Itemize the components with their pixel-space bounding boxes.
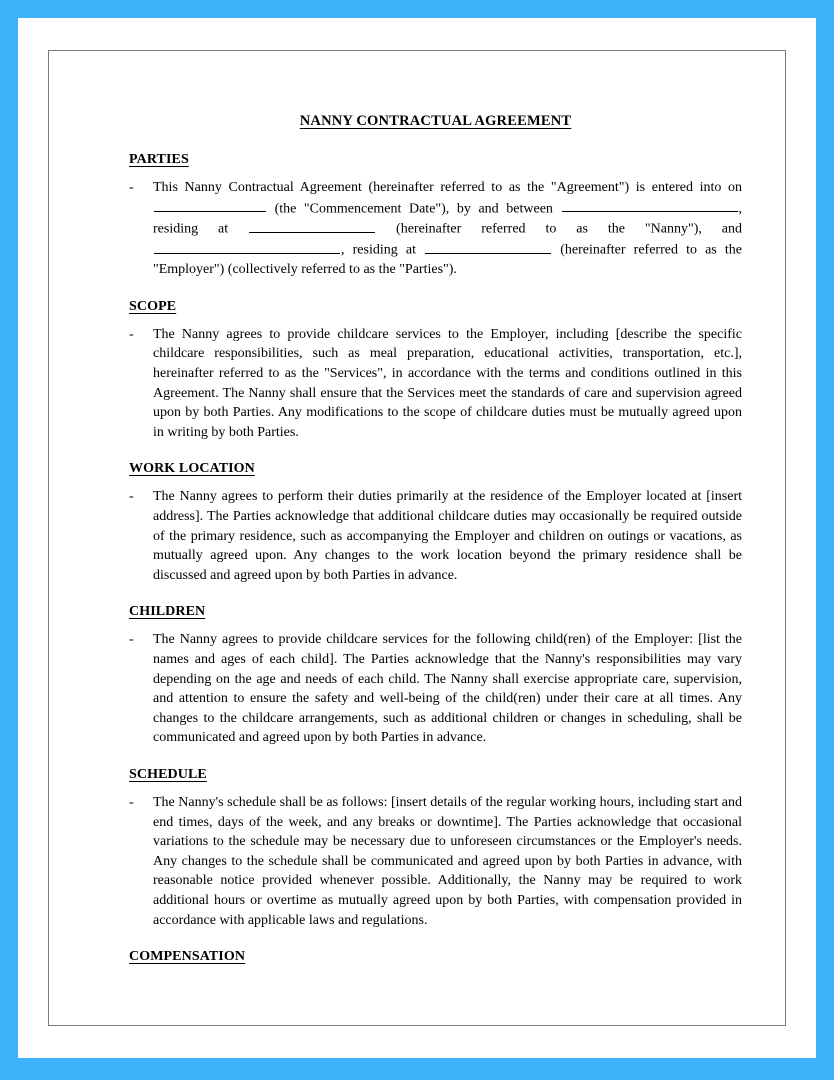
section-parties [129, 152, 742, 280]
section-heading-schedule: SCHEDULE [129, 766, 207, 782]
parties-text-part-6: (hereinafter referred to as the "Employer") (collectively referred to as the "Parties"). [153, 242, 742, 278]
clause-text-parties [153, 178, 742, 280]
section-scope [129, 299, 742, 443]
section-heading-compensation: COMPENSATION [129, 949, 246, 965]
parties-text-part-3: , residing at [153, 200, 742, 237]
clause-schedule [129, 793, 742, 930]
parties-text-part-5: , residing at [341, 242, 425, 258]
blank-commencement-date[interactable] [154, 198, 266, 212]
section-heading-scope: SCOPE [129, 298, 177, 314]
clause-marker: - [129, 180, 134, 195]
clause-text-work-location: The Nanny agrees to perform their duties primarily at the residence of the Employer located at [insert address]. The Parties acknowledge that additional childcare duties may occasionally be required outside of the primary residence, such as accompanying the Employer and children on outings or vacations, as mutually agreed upon. Any changes to the work location beyond the primary residence shall be discussed and agreed upon by both Parties in advance. [153, 489, 742, 583]
blank-nanny-name[interactable] [562, 198, 738, 212]
parties-text-part-2: (the "Commencement Date"), by and between [267, 200, 561, 216]
blank-employer-address[interactable] [425, 239, 551, 253]
section-schedule [129, 767, 742, 930]
clause-scope [129, 325, 742, 443]
document-content [129, 113, 742, 975]
clause-text-schedule: The Nanny's schedule shall be as follows: [insert details of the regular working hours, including start and end times, days of the week, and any breaks or downtime]. The Parties acknowledge that occasional variations to the schedule may be necessary due to unforeseen circumstances or the Employer's needs. Any changes to the schedule shall be communicated and agreed upon by both Parties in advance, with reasonable notice provided whenever possible. Additionally, the Nanny may be required to work additional hours or overtime as mutually agreed upon by both Parties, with compensation provided in accordance with applicable laws and regulations. [153, 794, 742, 928]
section-heading-children: CHILDREN [129, 604, 206, 620]
blank-employer-name[interactable] [154, 239, 340, 253]
document-border [48, 50, 786, 1026]
clause-marker: - [129, 326, 134, 342]
page-backdrop [18, 18, 816, 1058]
parties-text-part-1: This Nanny Contractual Agreement (hereinafter referred to as the "Agreement") is entered into on [153, 180, 742, 195]
clause-marker: - [129, 489, 134, 505]
clause-text-scope: The Nanny agrees to provide childcare services to the Employer, including [describe the specific childcare responsibilities, such as meal preparation, educational activities, transportation, etc.], hereinafter referred to as the "Services", in accordance with the terms and conditions outlined in this Agreement. The Nanny shall ensure that the Services meet the standards of care and supervision agreed upon by both Parties. Any modifications to the scope of childcare duties must be mutually agreed upon in writing by both Parties. [153, 326, 742, 440]
page-title: NANNY CONTRACTUAL AGREEMENT [299, 113, 572, 129]
section-heading-work-location: WORK LOCATION [129, 461, 255, 477]
section-children [129, 604, 742, 748]
section-heading-parties: PARTIES [129, 152, 189, 167]
clause-parties [129, 178, 742, 280]
clause-text-children: The Nanny agrees to provide childcare services for the following child(ren) of the Employer: [list the names and ages of each child]. The Parties acknowledge that the Nanny's responsibilities may vary depending on the age and needs of each child. The Nanny shall exercise appropriate care, supervision, and attention to ensure the safety and well-being of the child(ren) under their care at all times. Any changes to the childcare arrangements, such as additional children or changes in scheduling, shall be communicated and agreed upon by both Parties in advance. [153, 632, 742, 746]
clause-marker: - [129, 632, 134, 648]
section-compensation [129, 949, 742, 965]
section-work-location [129, 461, 742, 585]
clause-work-location [129, 487, 742, 585]
parties-text-part-4: (hereinafter referred to as the "Nanny"), and [376, 221, 743, 237]
clause-children [129, 630, 742, 748]
blank-nanny-address[interactable] [249, 218, 375, 232]
clause-marker: - [129, 794, 134, 810]
